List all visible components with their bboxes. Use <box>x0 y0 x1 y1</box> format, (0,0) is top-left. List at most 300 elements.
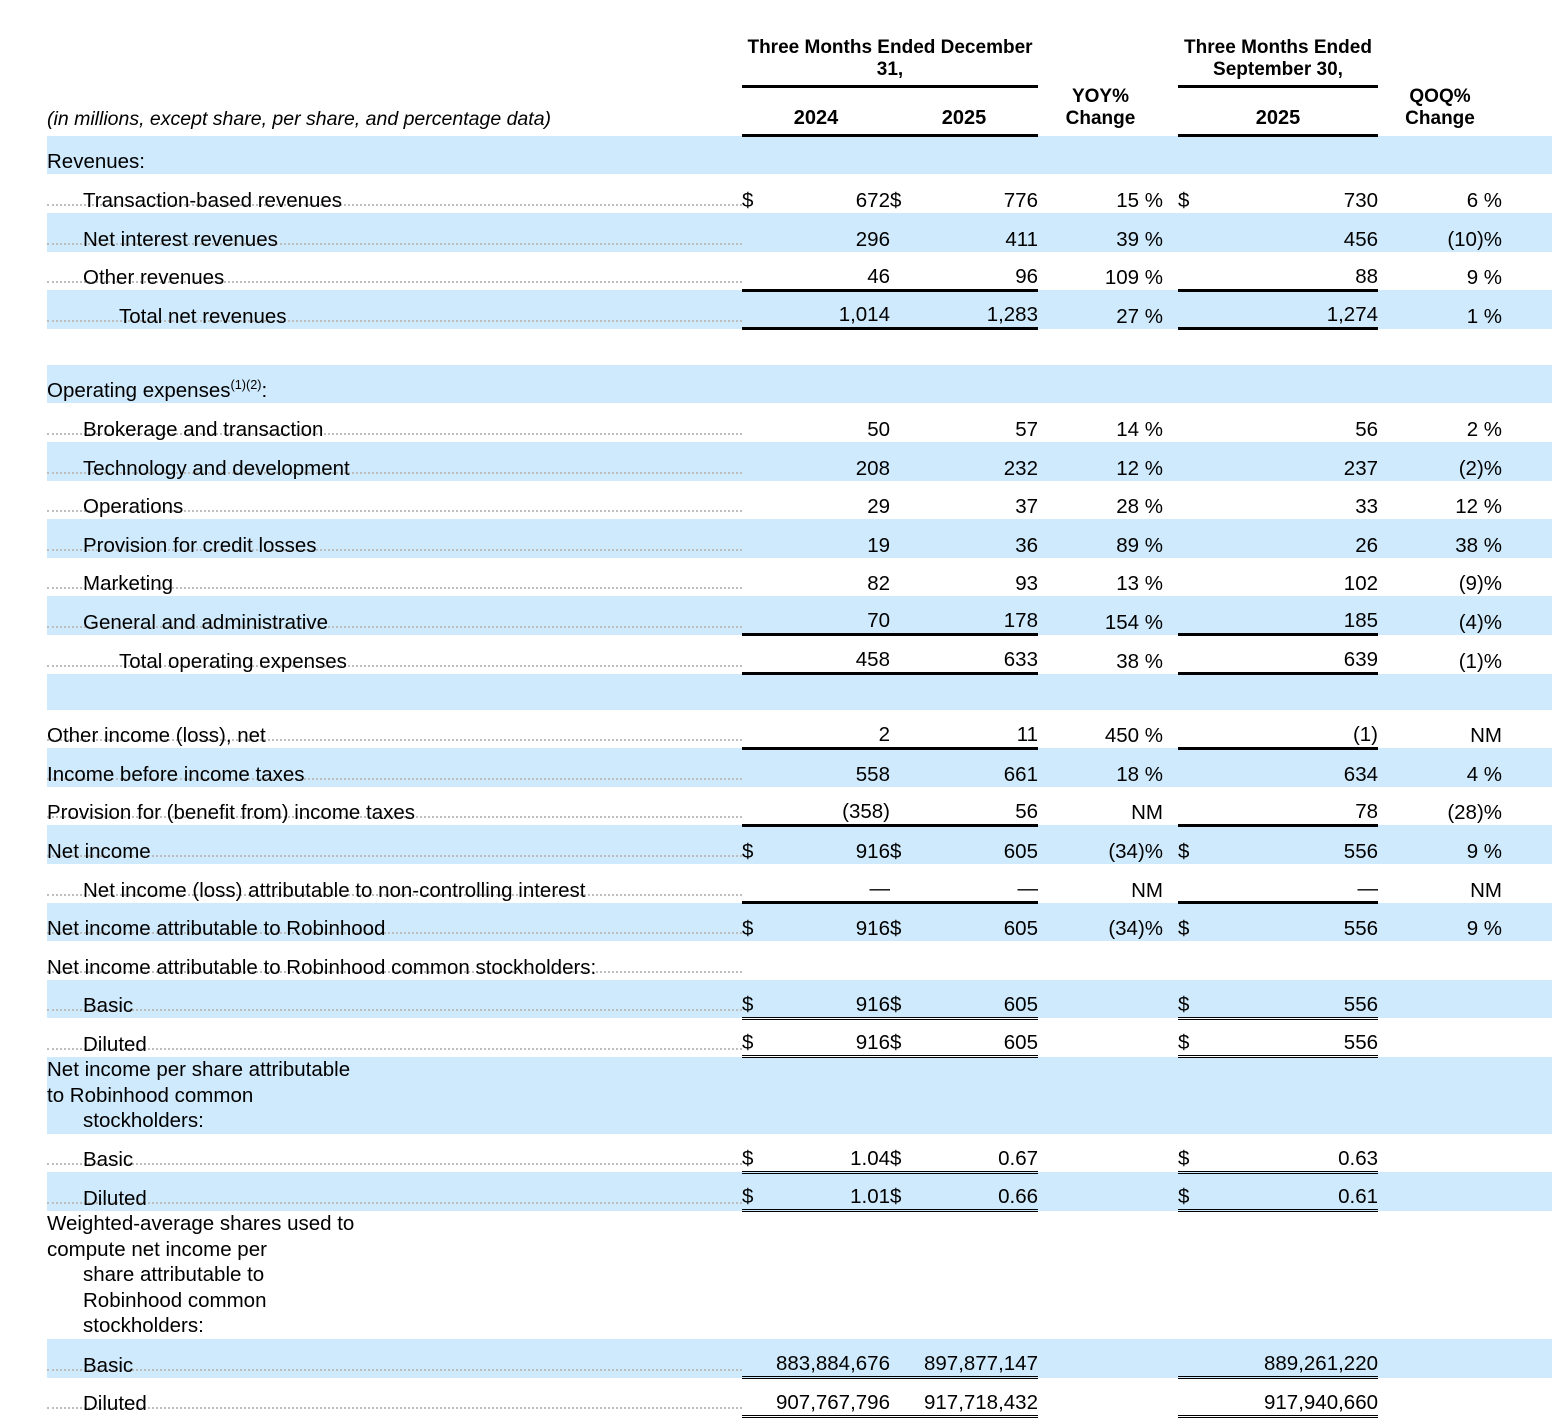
value-2025-provision-for-income-taxes: 56 <box>920 787 1038 826</box>
value-qoq-provision-for-income-taxes: (28)% <box>1378 787 1502 826</box>
value-yoy-total-operating-expenses: 38 % <box>1038 635 1163 674</box>
column-gap <box>1163 1057 1178 1134</box>
row-label-text: Income before income taxes <box>47 762 305 786</box>
column-gap <box>1163 290 1178 329</box>
value-2024-other-income-loss-net: 2 <box>772 710 890 749</box>
table-row <box>47 1172 1552 1211</box>
value-qoq-weighted-average-shares-header <box>1378 1211 1502 1339</box>
value-yoy-net-income-per-share-header <box>1038 1057 1163 1134</box>
currency-sep-technology-and-development <box>1178 442 1208 481</box>
currency-sep-net-income-common-diluted: $ <box>1178 1018 1208 1057</box>
table-row <box>47 1211 1552 1339</box>
currency-2024-weighted-average-basic <box>742 1339 772 1378</box>
currency-2024-total-net-revenues <box>742 290 772 329</box>
value-2024-eps-diluted: 1.01 <box>772 1172 890 1211</box>
currency-2024-operating-expenses-section <box>742 365 772 404</box>
header-qoq-change: QOQ% Change <box>1405 86 1475 130</box>
value-2024-provision-for-credit-losses: 19 <box>772 519 890 558</box>
value-2025-eps-basic: 0.67 <box>920 1134 1038 1173</box>
value-2024-net-income-common-stockholders-header <box>772 941 890 980</box>
currency-2025-eps-diluted: $ <box>890 1172 920 1211</box>
currency-2025-revenues-section <box>890 136 920 175</box>
row-label-text: Diluted <box>83 1032 147 1056</box>
value-qoq-eps-basic <box>1378 1134 1502 1173</box>
row-label-text: Net income (loss) attributable to non-controlling interest <box>83 878 586 902</box>
currency-2024-net-income-common-stockholders-header <box>742 941 772 980</box>
currency-sep-total-operating-expenses <box>1178 635 1208 674</box>
currency-2025-net-income-noncontrolling-interest <box>890 864 920 903</box>
table-row <box>47 481 1552 520</box>
value-qoq-income-before-income-taxes: 4 % <box>1378 748 1502 787</box>
row-label-total-operating-expenses <box>47 635 742 674</box>
currency-2025-total-net-revenues <box>890 290 920 329</box>
value-yoy-income-before-income-taxes: 18 % <box>1038 748 1163 787</box>
value-2024-net-income-per-share-header <box>772 1057 890 1134</box>
row-label-total-net-revenues <box>47 290 742 329</box>
value-2024-total-net-revenues: 1,014 <box>772 290 890 329</box>
table-row <box>47 980 1552 1019</box>
value-2025-technology-and-development: 232 <box>920 442 1038 481</box>
row-label-transaction-based-revenues <box>47 174 742 213</box>
value-sep-total-net-revenues: 1,274 <box>1208 290 1378 329</box>
income-statement-table <box>47 0 1552 1418</box>
table-row <box>47 365 1552 404</box>
column-gap <box>1163 1134 1178 1173</box>
column-gap <box>1163 1211 1178 1339</box>
currency-sep-revenues-section <box>1178 136 1208 175</box>
row-label-revenues-section <box>47 136 742 175</box>
currency-2024-eps-diluted: $ <box>742 1172 772 1211</box>
currency-2024-income-before-income-taxes <box>742 748 772 787</box>
table-row <box>47 174 1552 213</box>
currency-2024-marketing <box>742 558 772 597</box>
value-yoy-net-interest-revenues: 39 % <box>1038 213 1163 252</box>
currency-sep-net-income-common-basic: $ <box>1178 980 1208 1019</box>
currency-2025-weighted-average-diluted <box>890 1378 920 1417</box>
row-label-text: Net income <box>47 839 151 863</box>
row-label-eps-basic <box>47 1134 742 1173</box>
row-label-marketing <box>47 558 742 597</box>
value-2024-eps-basic: 1.04 <box>772 1134 890 1173</box>
value-qoq-total-operating-expenses: (1)% <box>1378 635 1502 674</box>
row-label-net-income-per-share-header <box>47 1057 742 1134</box>
currency-2025-other-income-loss-net <box>890 710 920 749</box>
right-pad <box>1502 252 1552 291</box>
currency-2024-transaction-based-revenues: $ <box>742 174 772 213</box>
value-qoq-net-income-common-stockholders-header <box>1378 941 1502 980</box>
currency-2024-weighted-average-shares-header <box>742 1211 772 1339</box>
row-label-text: Basic <box>83 1148 134 1172</box>
currency-2025-net-income-common-diluted: $ <box>890 1018 920 1057</box>
column-gap <box>1163 903 1178 942</box>
table-row <box>47 748 1552 787</box>
table-row <box>47 519 1552 558</box>
spacer-row <box>47 329 1552 365</box>
right-pad <box>1502 864 1552 903</box>
table-row <box>47 403 1552 442</box>
column-gap <box>1163 980 1178 1019</box>
currency-2025-general-and-administrative <box>890 596 920 635</box>
row-label-text: Marketing <box>83 572 174 596</box>
value-2025-marketing: 93 <box>920 558 1038 597</box>
value-yoy-eps-diluted <box>1038 1172 1163 1211</box>
currency-sep-operating-expenses-section <box>1178 365 1208 404</box>
currency-2024-net-income-per-share-header <box>742 1057 772 1134</box>
header-year-2024: 2024 <box>742 86 890 136</box>
right-pad <box>1502 1057 1552 1134</box>
currency-sep-weighted-average-diluted <box>1178 1378 1208 1417</box>
value-2025-general-and-administrative: 178 <box>920 596 1038 635</box>
currency-sep-net-income-noncontrolling-interest <box>1178 864 1208 903</box>
value-2024-provision-for-income-taxes: (358) <box>772 787 890 826</box>
value-2025-other-revenues: 96 <box>920 252 1038 291</box>
right-pad <box>1502 1378 1552 1417</box>
right-pad <box>1502 1172 1552 1211</box>
right-pad <box>1502 710 1552 749</box>
table-row <box>47 787 1552 826</box>
value-yoy-weighted-average-basic <box>1038 1339 1163 1378</box>
table-row <box>47 825 1552 864</box>
column-gap <box>1163 635 1178 674</box>
currency-2024-net-income-attributable-robinhood: $ <box>742 903 772 942</box>
row-label-weighted-average-diluted <box>47 1378 742 1417</box>
value-2024-net-income-common-diluted: 916 <box>772 1018 890 1057</box>
column-gap <box>1163 519 1178 558</box>
column-gap <box>1163 252 1178 291</box>
value-qoq-net-income-common-basic <box>1378 980 1502 1019</box>
row-label-net-interest-revenues <box>47 213 742 252</box>
value-sep-general-and-administrative: 185 <box>1208 596 1378 635</box>
value-qoq-net-interest-revenues: (10)% <box>1378 213 1502 252</box>
row-label-weighted-average-shares-header <box>47 1211 742 1339</box>
value-sep-operations: 33 <box>1208 481 1378 520</box>
value-2025-operating-expenses-section <box>920 365 1038 404</box>
value-yoy-other-income-loss-net: 450 % <box>1038 710 1163 749</box>
value-2024-operations: 29 <box>772 481 890 520</box>
table-row <box>47 252 1552 291</box>
table-row <box>47 1134 1552 1173</box>
row-label-text: Operations <box>83 495 184 519</box>
right-pad <box>1502 519 1552 558</box>
currency-2025-technology-and-development <box>890 442 920 481</box>
row-label-text: Total operating expenses <box>119 649 347 673</box>
value-2024-net-income-noncontrolling-interest: — <box>772 864 890 903</box>
row-label-text: Net income attributable to Robinhood common stockholders: <box>47 955 597 979</box>
column-gap <box>1163 1172 1178 1211</box>
column-gap <box>1163 748 1178 787</box>
table-header <box>47 0 1552 136</box>
currency-sep-total-net-revenues <box>1178 290 1208 329</box>
value-yoy-weighted-average-diluted <box>1038 1378 1163 1417</box>
value-2025-other-income-loss-net: 11 <box>920 710 1038 749</box>
header-spacer-pad <box>1502 0 1552 86</box>
row-label-text: Other income (loss), net <box>47 724 266 748</box>
header-group-september: Three Months Ended September 30, <box>1178 0 1378 86</box>
currency-2024-net-income-common-basic: $ <box>742 980 772 1019</box>
value-2025-net-income-common-basic: 605 <box>920 980 1038 1019</box>
currency-sep-marketing <box>1178 558 1208 597</box>
value-qoq-weighted-average-diluted <box>1378 1378 1502 1417</box>
currency-2025-transaction-based-revenues: $ <box>890 174 920 213</box>
row-label-text: Technology and development <box>83 456 350 480</box>
currency-sep-net-interest-revenues <box>1178 213 1208 252</box>
row-label-other-revenues <box>47 252 742 291</box>
header-group-row <box>47 0 1552 86</box>
value-yoy-operations: 28 % <box>1038 481 1163 520</box>
value-2025-net-interest-revenues: 411 <box>920 213 1038 252</box>
value-2024-net-income-attributable-robinhood: 916 <box>772 903 890 942</box>
value-qoq-net-income-per-share-header <box>1378 1057 1502 1134</box>
value-sep-net-interest-revenues: 456 <box>1208 213 1378 252</box>
column-gap <box>1163 365 1178 404</box>
currency-2025-net-income-common-basic: $ <box>890 980 920 1019</box>
column-gap <box>1163 213 1178 252</box>
value-qoq-technology-and-development: (2)% <box>1378 442 1502 481</box>
currency-2025-operations <box>890 481 920 520</box>
right-pad <box>1502 903 1552 942</box>
currency-2024-net-income: $ <box>742 825 772 864</box>
column-gap <box>1163 596 1178 635</box>
value-sep-net-income: 556 <box>1208 825 1378 864</box>
value-qoq-weighted-average-basic <box>1378 1339 1502 1378</box>
value-2025-net-income-common-stockholders-header <box>920 941 1038 980</box>
units-note: (in millions, except share, per share, and percentage data) <box>47 107 552 130</box>
row-label-text: Transaction-based revenues <box>83 189 343 212</box>
value-2025-net-income-attributable-robinhood: 605 <box>920 903 1038 942</box>
value-2025-net-income: 605 <box>920 825 1038 864</box>
value-sep-total-operating-expenses: 639 <box>1208 635 1378 674</box>
currency-2025-total-operating-expenses <box>890 635 920 674</box>
value-2025-weighted-average-diluted: 917,718,432 <box>920 1378 1038 1417</box>
value-2024-revenues-section <box>772 136 890 175</box>
currency-2025-other-revenues <box>890 252 920 291</box>
value-qoq-eps-diluted <box>1378 1172 1502 1211</box>
value-2024-marketing: 82 <box>772 558 890 597</box>
currency-2024-net-income-noncontrolling-interest <box>742 864 772 903</box>
value-2024-operating-expenses-section <box>772 365 890 404</box>
right-pad <box>1502 365 1552 404</box>
value-2024-weighted-average-shares-header <box>772 1211 890 1339</box>
currency-sep-eps-basic: $ <box>1178 1134 1208 1173</box>
value-qoq-provision-for-credit-losses: 38 % <box>1378 519 1502 558</box>
table-row <box>47 596 1552 635</box>
value-yoy-provision-for-credit-losses: 89 % <box>1038 519 1163 558</box>
right-pad <box>1502 980 1552 1019</box>
currency-sep-general-and-administrative <box>1178 596 1208 635</box>
row-label-other-income-loss-net <box>47 710 742 749</box>
value-qoq-other-income-loss-net: NM <box>1378 710 1502 749</box>
currency-2025-operating-expenses-section <box>890 365 920 404</box>
row-label-text: Provision for (benefit from) income taxes <box>47 801 415 825</box>
row-label-text: Weighted-average shares used to compute net income per share attributable to Robinhood common stockholders: <box>47 1211 355 1338</box>
row-label-text: Provision for credit losses <box>83 533 317 557</box>
value-yoy-provision-for-income-taxes: NM <box>1038 787 1163 826</box>
currency-sep-weighted-average-basic <box>1178 1339 1208 1378</box>
header-year-2025: 2025 <box>890 86 1038 136</box>
header-spacer-label <box>47 0 742 86</box>
currency-2024-net-income-common-diluted: $ <box>742 1018 772 1057</box>
currency-2025-weighted-average-basic <box>890 1339 920 1378</box>
currency-sep-other-revenues <box>1178 252 1208 291</box>
row-label-text: Other revenues <box>83 266 225 290</box>
value-qoq-revenues-section <box>1378 136 1502 175</box>
right-pad <box>1502 174 1552 213</box>
column-gap <box>1163 1378 1178 1417</box>
row-label-text: Diluted <box>83 1392 147 1416</box>
currency-2024-net-interest-revenues <box>742 213 772 252</box>
right-pad <box>1502 290 1552 329</box>
currency-sep-other-income-loss-net <box>1178 710 1208 749</box>
value-sep-other-income-loss-net: (1) <box>1208 710 1378 749</box>
header-spacer-qoq <box>1378 0 1502 86</box>
value-qoq-net-income-noncontrolling-interest: NM <box>1378 864 1502 903</box>
value-qoq-operations: 12 % <box>1378 481 1502 520</box>
value-yoy-other-revenues: 109 % <box>1038 252 1163 291</box>
currency-sep-income-before-income-taxes <box>1178 748 1208 787</box>
row-label-operations <box>47 481 742 520</box>
value-sep-income-before-income-taxes: 634 <box>1208 748 1378 787</box>
value-2025-total-net-revenues: 1,283 <box>920 290 1038 329</box>
value-sep-net-income-attributable-robinhood: 556 <box>1208 903 1378 942</box>
right-pad <box>1502 442 1552 481</box>
value-2024-other-revenues: 46 <box>772 252 890 291</box>
value-2024-net-income-common-basic: 916 <box>772 980 890 1019</box>
currency-2025-provision-for-income-taxes <box>890 787 920 826</box>
row-label-text: Revenues: <box>47 150 146 174</box>
currency-2024-technology-and-development <box>742 442 772 481</box>
right-pad <box>1502 136 1552 175</box>
currency-2024-revenues-section <box>742 136 772 175</box>
value-2025-net-income-noncontrolling-interest: — <box>920 864 1038 903</box>
currency-sep-weighted-average-shares-header <box>1178 1211 1208 1339</box>
value-2025-weighted-average-shares-header <box>920 1211 1038 1339</box>
leader-dots <box>47 1163 742 1165</box>
row-label-provision-for-credit-losses <box>47 519 742 558</box>
currency-sep-eps-diluted: $ <box>1178 1172 1208 1211</box>
value-yoy-brokerage-and-transaction: 14 % <box>1038 403 1163 442</box>
value-yoy-transaction-based-revenues: 15 % <box>1038 174 1163 213</box>
value-sep-weighted-average-diluted: 917,940,660 <box>1208 1378 1378 1417</box>
currency-2025-eps-basic: $ <box>890 1134 920 1173</box>
row-label-net-income <box>47 825 742 864</box>
column-gap <box>1163 825 1178 864</box>
value-sep-transaction-based-revenues: 730 <box>1208 174 1378 213</box>
row-label-text: Brokerage and transaction <box>83 417 324 441</box>
value-yoy-revenues-section <box>1038 136 1163 175</box>
right-pad <box>1502 213 1552 252</box>
table-row <box>47 1339 1552 1378</box>
value-yoy-net-income-common-diluted <box>1038 1018 1163 1057</box>
table-row <box>47 903 1552 942</box>
currency-sep-net-income: $ <box>1178 825 1208 864</box>
value-sep-provision-for-credit-losses: 26 <box>1208 519 1378 558</box>
value-yoy-total-net-revenues: 27 % <box>1038 290 1163 329</box>
value-qoq-net-income-attributable-robinhood: 9 % <box>1378 903 1502 942</box>
table-row <box>47 1378 1552 1417</box>
column-gap <box>1163 1339 1178 1378</box>
right-pad <box>1502 941 1552 980</box>
value-2025-income-before-income-taxes: 661 <box>920 748 1038 787</box>
row-label-technology-and-development <box>47 442 742 481</box>
value-2025-operations: 37 <box>920 481 1038 520</box>
spacer-row <box>47 674 1552 710</box>
value-yoy-eps-basic <box>1038 1134 1163 1173</box>
column-gap <box>1163 941 1178 980</box>
value-qoq-transaction-based-revenues: 6 % <box>1378 174 1502 213</box>
currency-2025-brokerage-and-transaction <box>890 403 920 442</box>
row-label-net-income-noncontrolling-interest <box>47 864 742 903</box>
value-sep-technology-and-development: 237 <box>1208 442 1378 481</box>
table-body <box>47 136 1552 1416</box>
header-yoy-change: YOY% Change <box>1065 86 1136 130</box>
row-label-text: Net income attributable to Robinhood <box>47 917 386 941</box>
right-pad <box>1502 1339 1552 1378</box>
row-label-brokerage-and-transaction <box>47 403 742 442</box>
header-gap-cell <box>1163 86 1178 136</box>
column-gap <box>1163 787 1178 826</box>
currency-2024-other-revenues <box>742 252 772 291</box>
value-yoy-net-income-attributable-robinhood: (34)% <box>1038 903 1163 942</box>
value-sep-net-income-common-diluted: 556 <box>1208 1018 1378 1057</box>
currency-2025-net-income-per-share-header <box>890 1057 920 1134</box>
header-spacer-gap <box>1163 0 1178 86</box>
value-sep-net-income-noncontrolling-interest: — <box>1208 864 1378 903</box>
column-gap <box>1163 481 1178 520</box>
currency-2024-provision-for-credit-losses <box>742 519 772 558</box>
currency-sep-transaction-based-revenues: $ <box>1178 174 1208 213</box>
right-pad <box>1502 635 1552 674</box>
table-row <box>47 1057 1552 1134</box>
value-2024-general-and-administrative: 70 <box>772 596 890 635</box>
currency-2025-provision-for-credit-losses <box>890 519 920 558</box>
table-row <box>47 136 1552 175</box>
row-label-text: Net income per share attributable to Robinhood common stockholders: <box>47 1057 351 1133</box>
right-pad <box>1502 596 1552 635</box>
value-2025-net-income-common-diluted: 605 <box>920 1018 1038 1057</box>
value-2025-net-income-per-share-header <box>920 1057 1038 1134</box>
value-2025-eps-diluted: 0.66 <box>920 1172 1038 1211</box>
header-year-september-2025: 2025 <box>1178 86 1378 136</box>
row-label-operating-expenses-section <box>47 365 742 404</box>
value-2024-weighted-average-diluted: 907,767,796 <box>772 1378 890 1417</box>
value-sep-brokerage-and-transaction: 56 <box>1208 403 1378 442</box>
value-yoy-weighted-average-shares-header <box>1038 1211 1163 1339</box>
value-yoy-technology-and-development: 12 % <box>1038 442 1163 481</box>
header-spacer-yoy <box>1038 0 1163 86</box>
table-row <box>47 558 1552 597</box>
currency-2025-net-income: $ <box>890 825 920 864</box>
value-sep-weighted-average-basic: 889,261,220 <box>1208 1339 1378 1378</box>
currency-sep-provision-for-credit-losses <box>1178 519 1208 558</box>
row-label-net-income-common-diluted <box>47 1018 742 1057</box>
row-label-weighted-average-basic <box>47 1339 742 1378</box>
right-pad <box>1502 825 1552 864</box>
row-label-general-and-administrative <box>47 596 742 635</box>
value-sep-revenues-section <box>1208 136 1378 175</box>
value-qoq-net-income: 9 % <box>1378 825 1502 864</box>
currency-sep-operations <box>1178 481 1208 520</box>
currency-2024-operations <box>742 481 772 520</box>
value-sep-operating-expenses-section <box>1208 365 1378 404</box>
currency-2024-provision-for-income-taxes <box>742 787 772 826</box>
value-yoy-net-income-common-basic <box>1038 980 1163 1019</box>
leader-dots <box>47 1369 742 1371</box>
header-group-december: Three Months Ended December 31, <box>742 0 1038 86</box>
leader-dots <box>47 1009 742 1011</box>
value-yoy-general-and-administrative: 154 % <box>1038 596 1163 635</box>
value-2024-transaction-based-revenues: 672 <box>772 174 890 213</box>
right-pad <box>1502 1018 1552 1057</box>
